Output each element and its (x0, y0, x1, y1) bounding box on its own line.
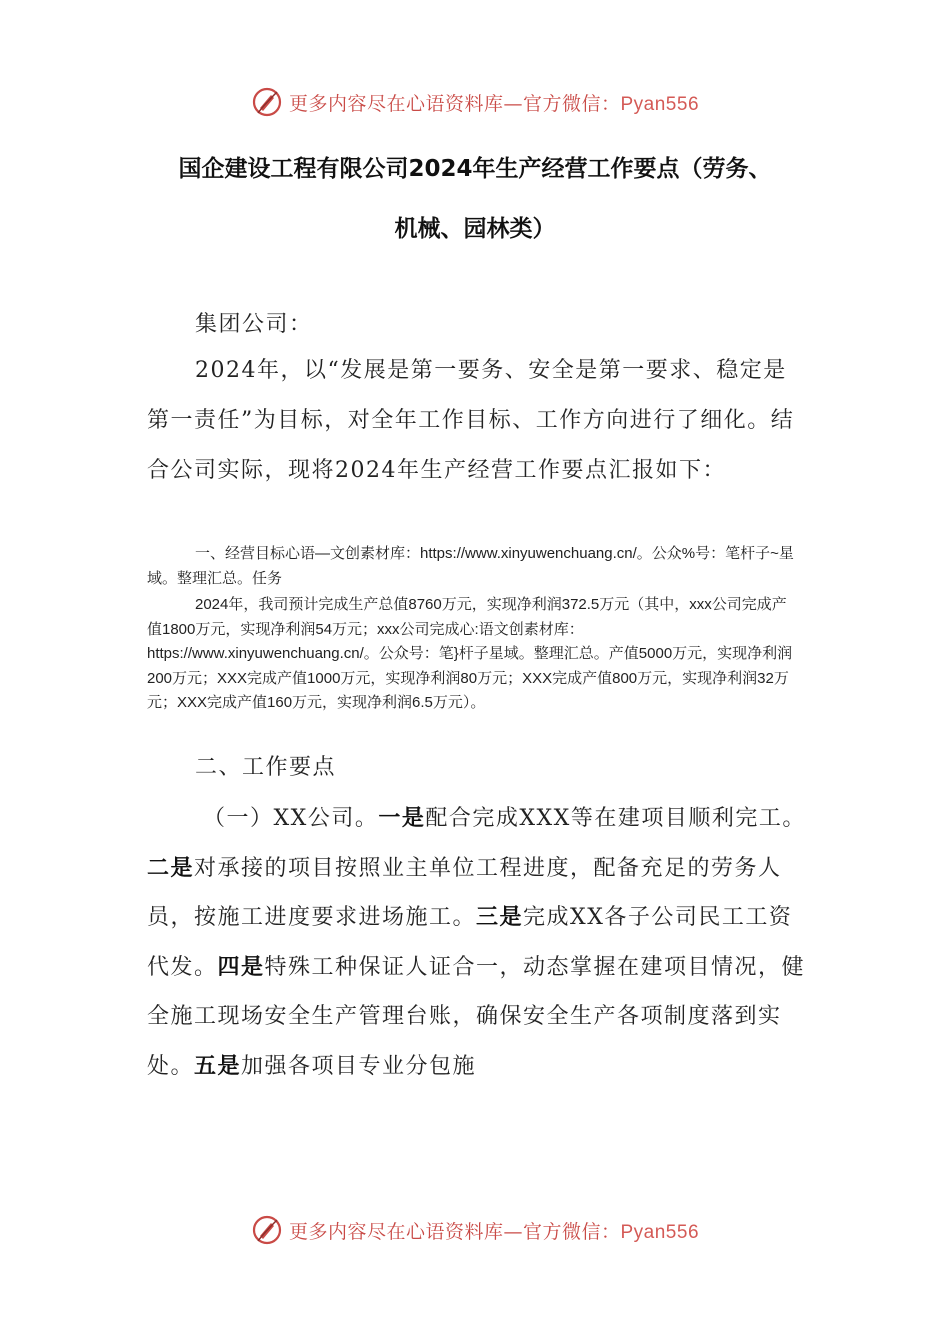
intro-paragraph: 2024年，以“发展是第一要务、安全是第一要求、稳定是第一责任”为目标，对全年工作目标、工作方向进行了细化。结合公司实际，现将2024年生产经营工作要点汇报如下： (147, 358, 795, 483)
body-seg-2: 配合完成XXX等在建项目顺利完工。 (425, 806, 806, 831)
bold-marker-5: 五是 (194, 1053, 242, 1079)
pen-logo-icon (251, 86, 283, 118)
body-seg-3: 对承接的项目按照业主单位工程进度，配备充足的劳务人员，按施工进度要求进场施工。 (147, 855, 782, 930)
greeting: 集团公司： (195, 312, 313, 337)
document-title-line1: 国企建设工程有限公司2024年生产经营工作要点（劳务、 (178, 156, 772, 182)
footer-wechat-id: Pyan556 (620, 1221, 700, 1243)
bold-marker-4: 四是 (217, 954, 265, 980)
body-seg-1: （一）XX公司。 (203, 806, 379, 831)
footer-banner-label: 更多内容尽在心语资料库—官方微信： (288, 1220, 621, 1243)
body-seg-5: 特殊工种保证人证合一，动态掌握在建项目情况，健全施工现场安全生产管理台账，确保安全生产各项制度落到实处。 (147, 954, 806, 1079)
bold-marker-3: 三是 (476, 905, 524, 930)
section2-heading: 二、工作要点 (195, 755, 337, 780)
footer-banner (0, 1210, 950, 1250)
section1-heading-small: 一、经营目标心语—文创素材库：https://www.xinyuwenchuang.cn/。公众%号：笔杆子~星域。整理汇总。任务 (147, 545, 794, 587)
pen-logo-icon (251, 1214, 283, 1246)
bold-marker-2: 二是 (147, 855, 195, 881)
targets-paragraph: 2024年，我司预计完成生产总值8760万元，实现净利润372.5万元（其中，xxx公司完成产值1800万元，实现净利润54万元；xxx公司完成心:语文创素材库：https://www.xinyuwenchuang.cn/。公众号：笔}杆子星域。整理汇总。产值5000万元，实现净利润200万元；XXX完成产值1000万元，实现净利润80万元；XXX完成产值800万元，实现净利润32万元；XXX完成产值160万元，实现净利润6.5万元）。 (147, 596, 793, 711)
body-seg-6: 加强各项目专业分包施 (241, 1053, 477, 1079)
document-title-line2: 机械、园林类） (394, 216, 556, 242)
header-wechat-id: Pyan556 (620, 93, 700, 115)
bold-marker-1: 一是 (378, 806, 426, 831)
work-points-paragraph (147, 794, 807, 1091)
header-banner (0, 82, 950, 122)
footer-banner-text (289, 1217, 699, 1244)
header-banner-label: 更多内容尽在心语资料库—官方微信： (288, 92, 621, 115)
header-banner-text (289, 89, 699, 116)
body-seg-4: 完成XX各子公司民工工资代发。 (147, 905, 793, 980)
